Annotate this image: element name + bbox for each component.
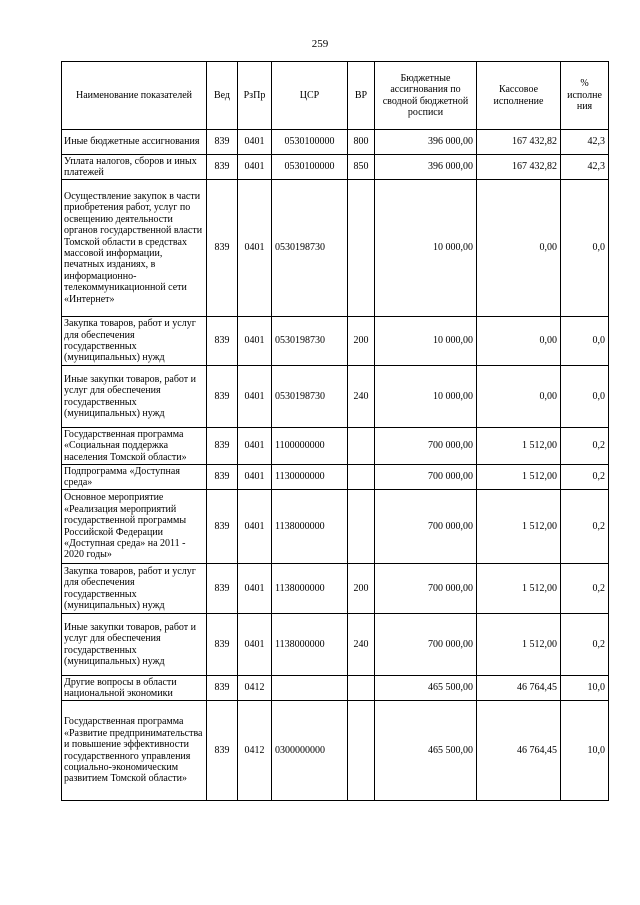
cell-ved: 839: [207, 155, 238, 180]
cell-cash: 1 512,00: [477, 428, 561, 465]
cell-budget: 10 000,00: [375, 180, 477, 317]
cell-ved: 839: [207, 564, 238, 614]
table-row: [62, 366, 609, 428]
cell-pct: 10,0: [561, 676, 609, 701]
header-cash: Кассовое исполнение: [477, 62, 561, 130]
cell-rzpr: 0401: [238, 465, 272, 490]
cell-pct: 0,0: [561, 317, 609, 366]
cell-budget: 396 000,00: [375, 155, 477, 180]
cell-budget: 465 500,00: [375, 676, 477, 701]
cell-budget: 10 000,00: [375, 366, 477, 428]
cell-cash: 0,00: [477, 180, 561, 317]
page-number: 259: [311, 38, 329, 50]
cell-ved: 839: [207, 465, 238, 490]
cell-cash: 46 764,45: [477, 701, 561, 801]
cell-vr: 850: [348, 155, 375, 180]
cell-name: Государственная программа «Социальная поддержка населения Томской области»: [62, 428, 207, 465]
cell-pct: 0,2: [561, 465, 609, 490]
cell-ved: 839: [207, 490, 238, 564]
cell-vr: 240: [348, 366, 375, 428]
cell-cash: 46 764,45: [477, 676, 561, 701]
cell-csr: 1138000000: [272, 564, 348, 614]
cell-name: Уплата налогов, сборов и иных платежей: [62, 155, 207, 180]
cell-vr: [348, 180, 375, 317]
cell-cash: 0,00: [477, 366, 561, 428]
cell-csr: 1138000000: [272, 614, 348, 676]
cell-vr: [348, 428, 375, 465]
cell-ved: 839: [207, 428, 238, 465]
table-row: [62, 614, 609, 676]
cell-name: Закупка товаров, работ и услуг для обеспечения государственных (муниципальных) нужд: [62, 564, 207, 614]
table-row: [62, 317, 609, 366]
cell-pct: 0,2: [561, 614, 609, 676]
header-pct: % исполне ния: [561, 62, 609, 130]
cell-rzpr: 0401: [238, 130, 272, 155]
cell-name: Подпрограмма «Доступная среда»: [62, 465, 207, 490]
cell-pct: 42,3: [561, 130, 609, 155]
header-ved: Вед: [207, 62, 238, 130]
header-csr: ЦСР: [272, 62, 348, 130]
cell-csr: 0300000000: [272, 701, 348, 801]
cell-budget: 10 000,00: [375, 317, 477, 366]
cell-rzpr: 0401: [238, 155, 272, 180]
cell-ved: 839: [207, 180, 238, 317]
cell-budget: 465 500,00: [375, 701, 477, 801]
cell-vr: [348, 465, 375, 490]
table-row: [62, 130, 609, 155]
cell-rzpr: 0401: [238, 564, 272, 614]
cell-cash: 167 432,82: [477, 130, 561, 155]
cell-pct: 0,0: [561, 366, 609, 428]
table-row: [62, 428, 609, 465]
cell-vr: 800: [348, 130, 375, 155]
cell-cash: 1 512,00: [477, 465, 561, 490]
budget-execution-table: [61, 61, 609, 801]
cell-csr: 0530100000: [272, 155, 348, 180]
cell-name: Государственная программа «Развитие предпринимательства и повышение эффективности государственного управления социально-экономическим развитием Томской области»: [62, 701, 207, 801]
cell-rzpr: 0401: [238, 366, 272, 428]
cell-name: Осуществление закупок в части приобретения работ, услуг по освещению деятельности органов государственной власти Томской области в средствах массовой информации, печатных изданиях, в информационно-телекоммуникационной сети «Интернет»: [62, 180, 207, 317]
cell-csr: 1130000000: [272, 465, 348, 490]
cell-ved: 839: [207, 366, 238, 428]
cell-pct: 10,0: [561, 701, 609, 801]
cell-ved: 839: [207, 130, 238, 155]
table-row: [62, 465, 609, 490]
table-header-row: [62, 62, 609, 130]
cell-budget: 396 000,00: [375, 130, 477, 155]
cell-vr: 200: [348, 317, 375, 366]
cell-rzpr: 0401: [238, 180, 272, 317]
cell-rzpr: 0401: [238, 490, 272, 564]
cell-name: Иные бюджетные ассигнования: [62, 130, 207, 155]
cell-name: Другие вопросы в области национальной экономики: [62, 676, 207, 701]
table-row: [62, 564, 609, 614]
cell-cash: 1 512,00: [477, 614, 561, 676]
cell-pct: 42,3: [561, 155, 609, 180]
cell-name: Закупка товаров, работ и услуг для обеспечения государственных (муниципальных) нужд: [62, 317, 207, 366]
cell-cash: 0,00: [477, 317, 561, 366]
cell-cash: 1 512,00: [477, 490, 561, 564]
cell-rzpr: 0401: [238, 317, 272, 366]
cell-budget: 700 000,00: [375, 428, 477, 465]
header-name: Наименование показателей: [62, 62, 207, 130]
table-row: [62, 155, 609, 180]
cell-csr: 1138000000: [272, 490, 348, 564]
cell-vr: [348, 490, 375, 564]
cell-pct: 0,0: [561, 180, 609, 317]
cell-name: Основное мероприятие «Реализация мероприятий государственной программы Российской Федерации «Доступная среда» на 2011 - 2020 годы»: [62, 490, 207, 564]
cell-rzpr: 0401: [238, 614, 272, 676]
cell-csr: 0530198730: [272, 366, 348, 428]
table-row: [62, 490, 609, 564]
cell-cash: 1 512,00: [477, 564, 561, 614]
cell-pct: 0,2: [561, 428, 609, 465]
cell-budget: 700 000,00: [375, 614, 477, 676]
cell-ved: 839: [207, 676, 238, 701]
cell-pct: 0,2: [561, 490, 609, 564]
cell-csr: 1100000000: [272, 428, 348, 465]
header-rzpr: РзПр: [238, 62, 272, 130]
cell-name: Иные закупки товаров, работ и услуг для обеспечения государственных (муниципальных) нужд: [62, 366, 207, 428]
header-vr: ВР: [348, 62, 375, 130]
cell-name: Иные закупки товаров, работ и услуг для обеспечения государственных (муниципальных) нужд: [62, 614, 207, 676]
cell-rzpr: 0412: [238, 676, 272, 701]
cell-ved: 839: [207, 614, 238, 676]
table-row: [62, 701, 609, 801]
cell-vr: [348, 676, 375, 701]
cell-vr: 240: [348, 614, 375, 676]
cell-budget: 700 000,00: [375, 564, 477, 614]
cell-cash: 167 432,82: [477, 155, 561, 180]
table-row: [62, 180, 609, 317]
cell-csr: 0530198730: [272, 317, 348, 366]
cell-pct: 0,2: [561, 564, 609, 614]
cell-vr: [348, 701, 375, 801]
header-budget: Бюджетные ассигнования по сводной бюджетной росписи: [375, 62, 477, 130]
cell-csr: 0530100000: [272, 130, 348, 155]
cell-budget: 700 000,00: [375, 465, 477, 490]
cell-ved: 839: [207, 317, 238, 366]
cell-rzpr: 0401: [238, 428, 272, 465]
cell-budget: 700 000,00: [375, 490, 477, 564]
cell-csr: 0530198730: [272, 180, 348, 317]
cell-csr: [272, 676, 348, 701]
cell-ved: 839: [207, 701, 238, 801]
cell-rzpr: 0412: [238, 701, 272, 801]
table-row: [62, 676, 609, 701]
cell-vr: 200: [348, 564, 375, 614]
